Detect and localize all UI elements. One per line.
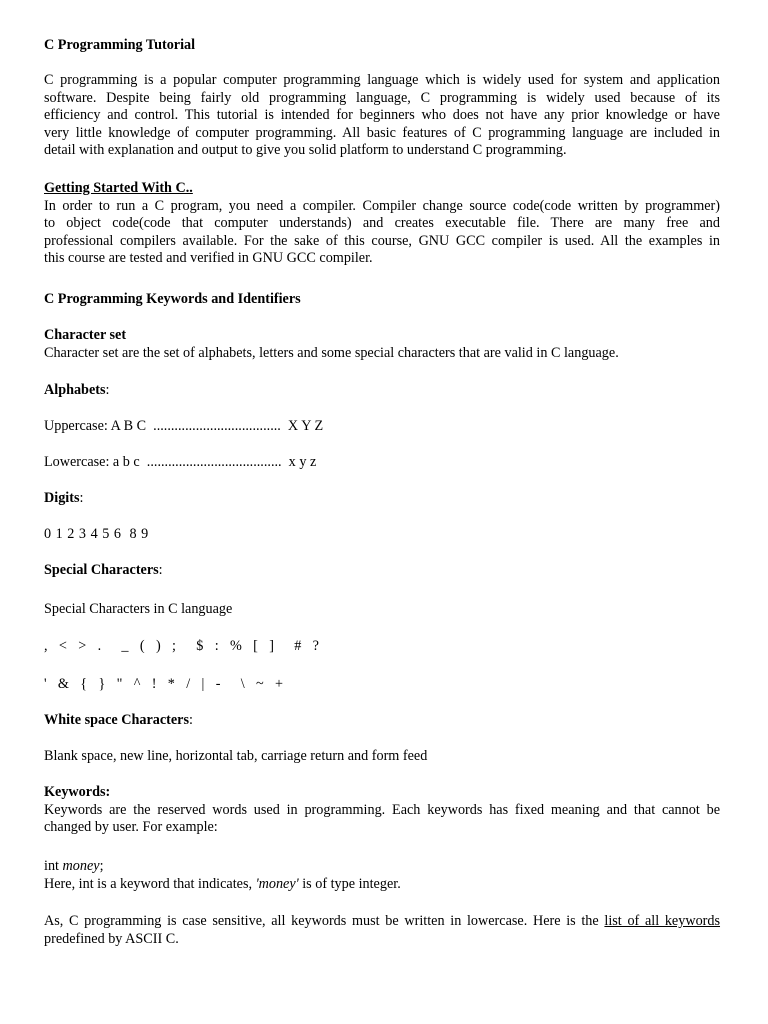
character-set-heading: Character set bbox=[44, 327, 127, 343]
keywords-text-line: changed by user. For example: bbox=[44, 819, 218, 836]
intro-line: very little knowledge of computer programming. All basic features of C programming language are included in bbox=[44, 124, 720, 141]
keywords-identifiers-heading: C Programming Keywords and Identifiers bbox=[44, 291, 301, 307]
intro-line: detail with explanation and output to give you solid platform to understand C programming. bbox=[44, 142, 567, 159]
character-set-text: Character set are the set of alphabets, letters and some special characters that are valid in C language. bbox=[44, 344, 619, 361]
keyword-example bbox=[44, 858, 720, 893]
special-characters-intro: Special Characters in C language bbox=[44, 601, 233, 617]
getting-started-line: this course are tested and verified in GNU GCC compiler. bbox=[44, 250, 373, 267]
getting-started-line: In order to run a C program, you need a compiler. Compiler change source code(code written by programmer) bbox=[44, 197, 720, 214]
special-characters-row: ' & { } " ^ ! * / | - \ ~ + bbox=[44, 676, 286, 692]
getting-started-line: professional compilers available. For the sake of this course, GNU GCC compiler is used. All the examples in bbox=[44, 232, 720, 249]
getting-started-line: to object code(code that computer understands) and creates executable file. There are many free and bbox=[44, 215, 720, 232]
keywords-heading: Keywords: bbox=[44, 784, 111, 800]
intro-line: software. Despite being fairly old programming language, C programming is widely used because of its bbox=[44, 89, 720, 106]
keywords-section bbox=[44, 784, 720, 837]
keywords-text-line: Keywords are the reserved words used in programming. Each keywords has fixed meaning and that cannot be bbox=[44, 801, 720, 818]
case-sensitivity-line: As, C programming is case sensitive, all keywords must be written in lowercase. Here is the list of all keywords bbox=[44, 913, 721, 929]
intro-line: efficiency and control. This tutorial is intended for beginners who does not have any prior knowledge or have bbox=[44, 107, 720, 124]
white-space-heading: White space Characters: bbox=[44, 712, 193, 728]
lowercase-row: Lowercase: a b c ...................................... x y z bbox=[44, 454, 317, 470]
special-characters-heading: Special Characters: bbox=[44, 562, 163, 578]
page-title: C Programming Tutorial bbox=[44, 37, 196, 53]
keywords-list-link[interactable]: list of all keywords bbox=[604, 913, 721, 929]
digits-row: 0 1 2 3 4 5 6 8 9 bbox=[44, 526, 149, 542]
intro-paragraph bbox=[44, 72, 720, 160]
white-space-text: Blank space, new line, horizontal tab, carriage return and form feed bbox=[44, 748, 428, 764]
special-characters-row: , < > . _ ( ) ; $ : % [ ] # ? bbox=[44, 638, 322, 654]
uppercase-row: Uppercase: A B C .................................... X Y Z bbox=[44, 418, 324, 434]
intro-line: C programming is a popular computer programming language which is widely used for system and application bbox=[44, 72, 720, 88]
alphabets-heading: Alphabets: bbox=[44, 382, 110, 398]
keyword-example-code: int money; bbox=[44, 858, 104, 874]
getting-started-heading: Getting Started With C.. bbox=[44, 180, 193, 196]
getting-started-section bbox=[44, 180, 720, 268]
case-sensitivity-paragraph bbox=[44, 913, 720, 948]
digits-heading: Digits: bbox=[44, 490, 84, 506]
character-set-section bbox=[44, 327, 720, 362]
keyword-example-explanation: Here, int is a keyword that indicates, 'money' is of type integer. bbox=[44, 875, 401, 892]
case-sensitivity-line: predefined by ASCII C. bbox=[44, 930, 179, 947]
